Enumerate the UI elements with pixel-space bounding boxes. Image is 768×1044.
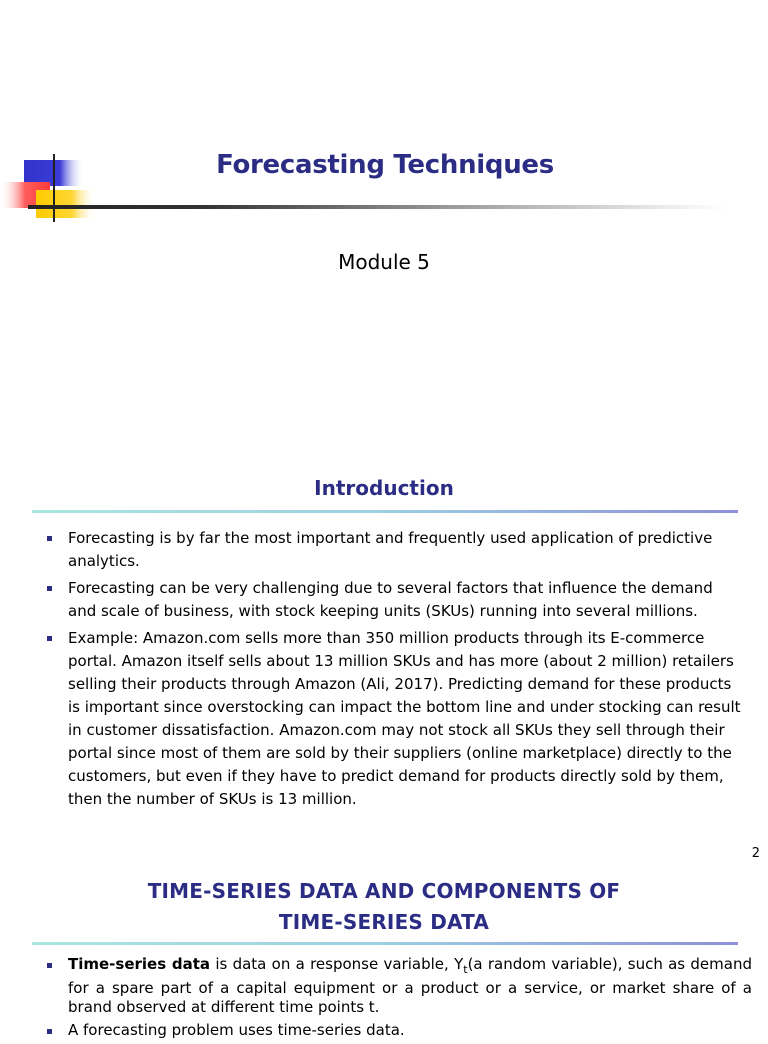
bullet-text: Example: Amazon.com sells more than 350 million products through its E-commerce portal. Amazon itself sells about 13 million SKUs and has more (about 2 million) retailers selling their products through Amazon (Ali, 2017). Predicting demand for these products is important since overstocking can impact the bottom line and under stocking can result in customer dissatisfaction. Amazon.com may not stock all SKUs they sell through their portal since most of them are sold by their suppliers (online marketplace) directly to the customers, but even if they have to predict demand for products directly sold by them, then the number of SKUs is 13 million. (68, 629, 741, 808)
introduction-heading: Introduction (314, 476, 454, 500)
list-item (44, 955, 752, 1017)
square-bullet-icon (47, 636, 52, 641)
introduction-bullet-list (44, 527, 744, 815)
bullet-text: Forecasting is by far the most important and frequently used application of predictive analytics. (68, 529, 713, 570)
square-bullet-icon (47, 1029, 52, 1034)
list-item (44, 1021, 752, 1040)
time-series-rule (32, 942, 738, 945)
time-series-bullet-list (44, 955, 752, 1044)
slide-logo-icon (0, 150, 100, 225)
bullet-text: (a random variable), such as demand for a spare part of a capital equipment or a product or a service, or market share of a brand observed at different time points t. (68, 955, 752, 1016)
list-item (44, 627, 744, 811)
introduction-rule (32, 510, 738, 513)
slide-title: Forecasting Techniques (216, 150, 554, 180)
heading-line: TIME-SERIES DATA AND COMPONENTS OF (147, 879, 621, 903)
square-bullet-icon (47, 963, 52, 968)
square-bullet-icon (47, 536, 52, 541)
bullet-text: A forecasting problem uses time-series data. (68, 1021, 405, 1039)
list-item (44, 577, 744, 623)
square-bullet-icon (47, 586, 52, 591)
subscript-t: t (463, 963, 468, 976)
page-number: 2 (751, 846, 760, 861)
title-rule (28, 205, 728, 209)
time-series-heading (0, 876, 768, 938)
term-time-series-data: Time-series data (68, 955, 211, 973)
bullet-text: Forecasting can be very challenging due to several factors that influence the demand and scale of business, with stock keeping units (SKUs) running into several millions. (68, 579, 713, 620)
heading-line: TIME-SERIES DATA (278, 910, 490, 934)
bullet-text: is data on a response variable, Y (210, 955, 464, 973)
slide-subtitle: Module 5 (338, 250, 430, 274)
list-item (44, 527, 744, 573)
